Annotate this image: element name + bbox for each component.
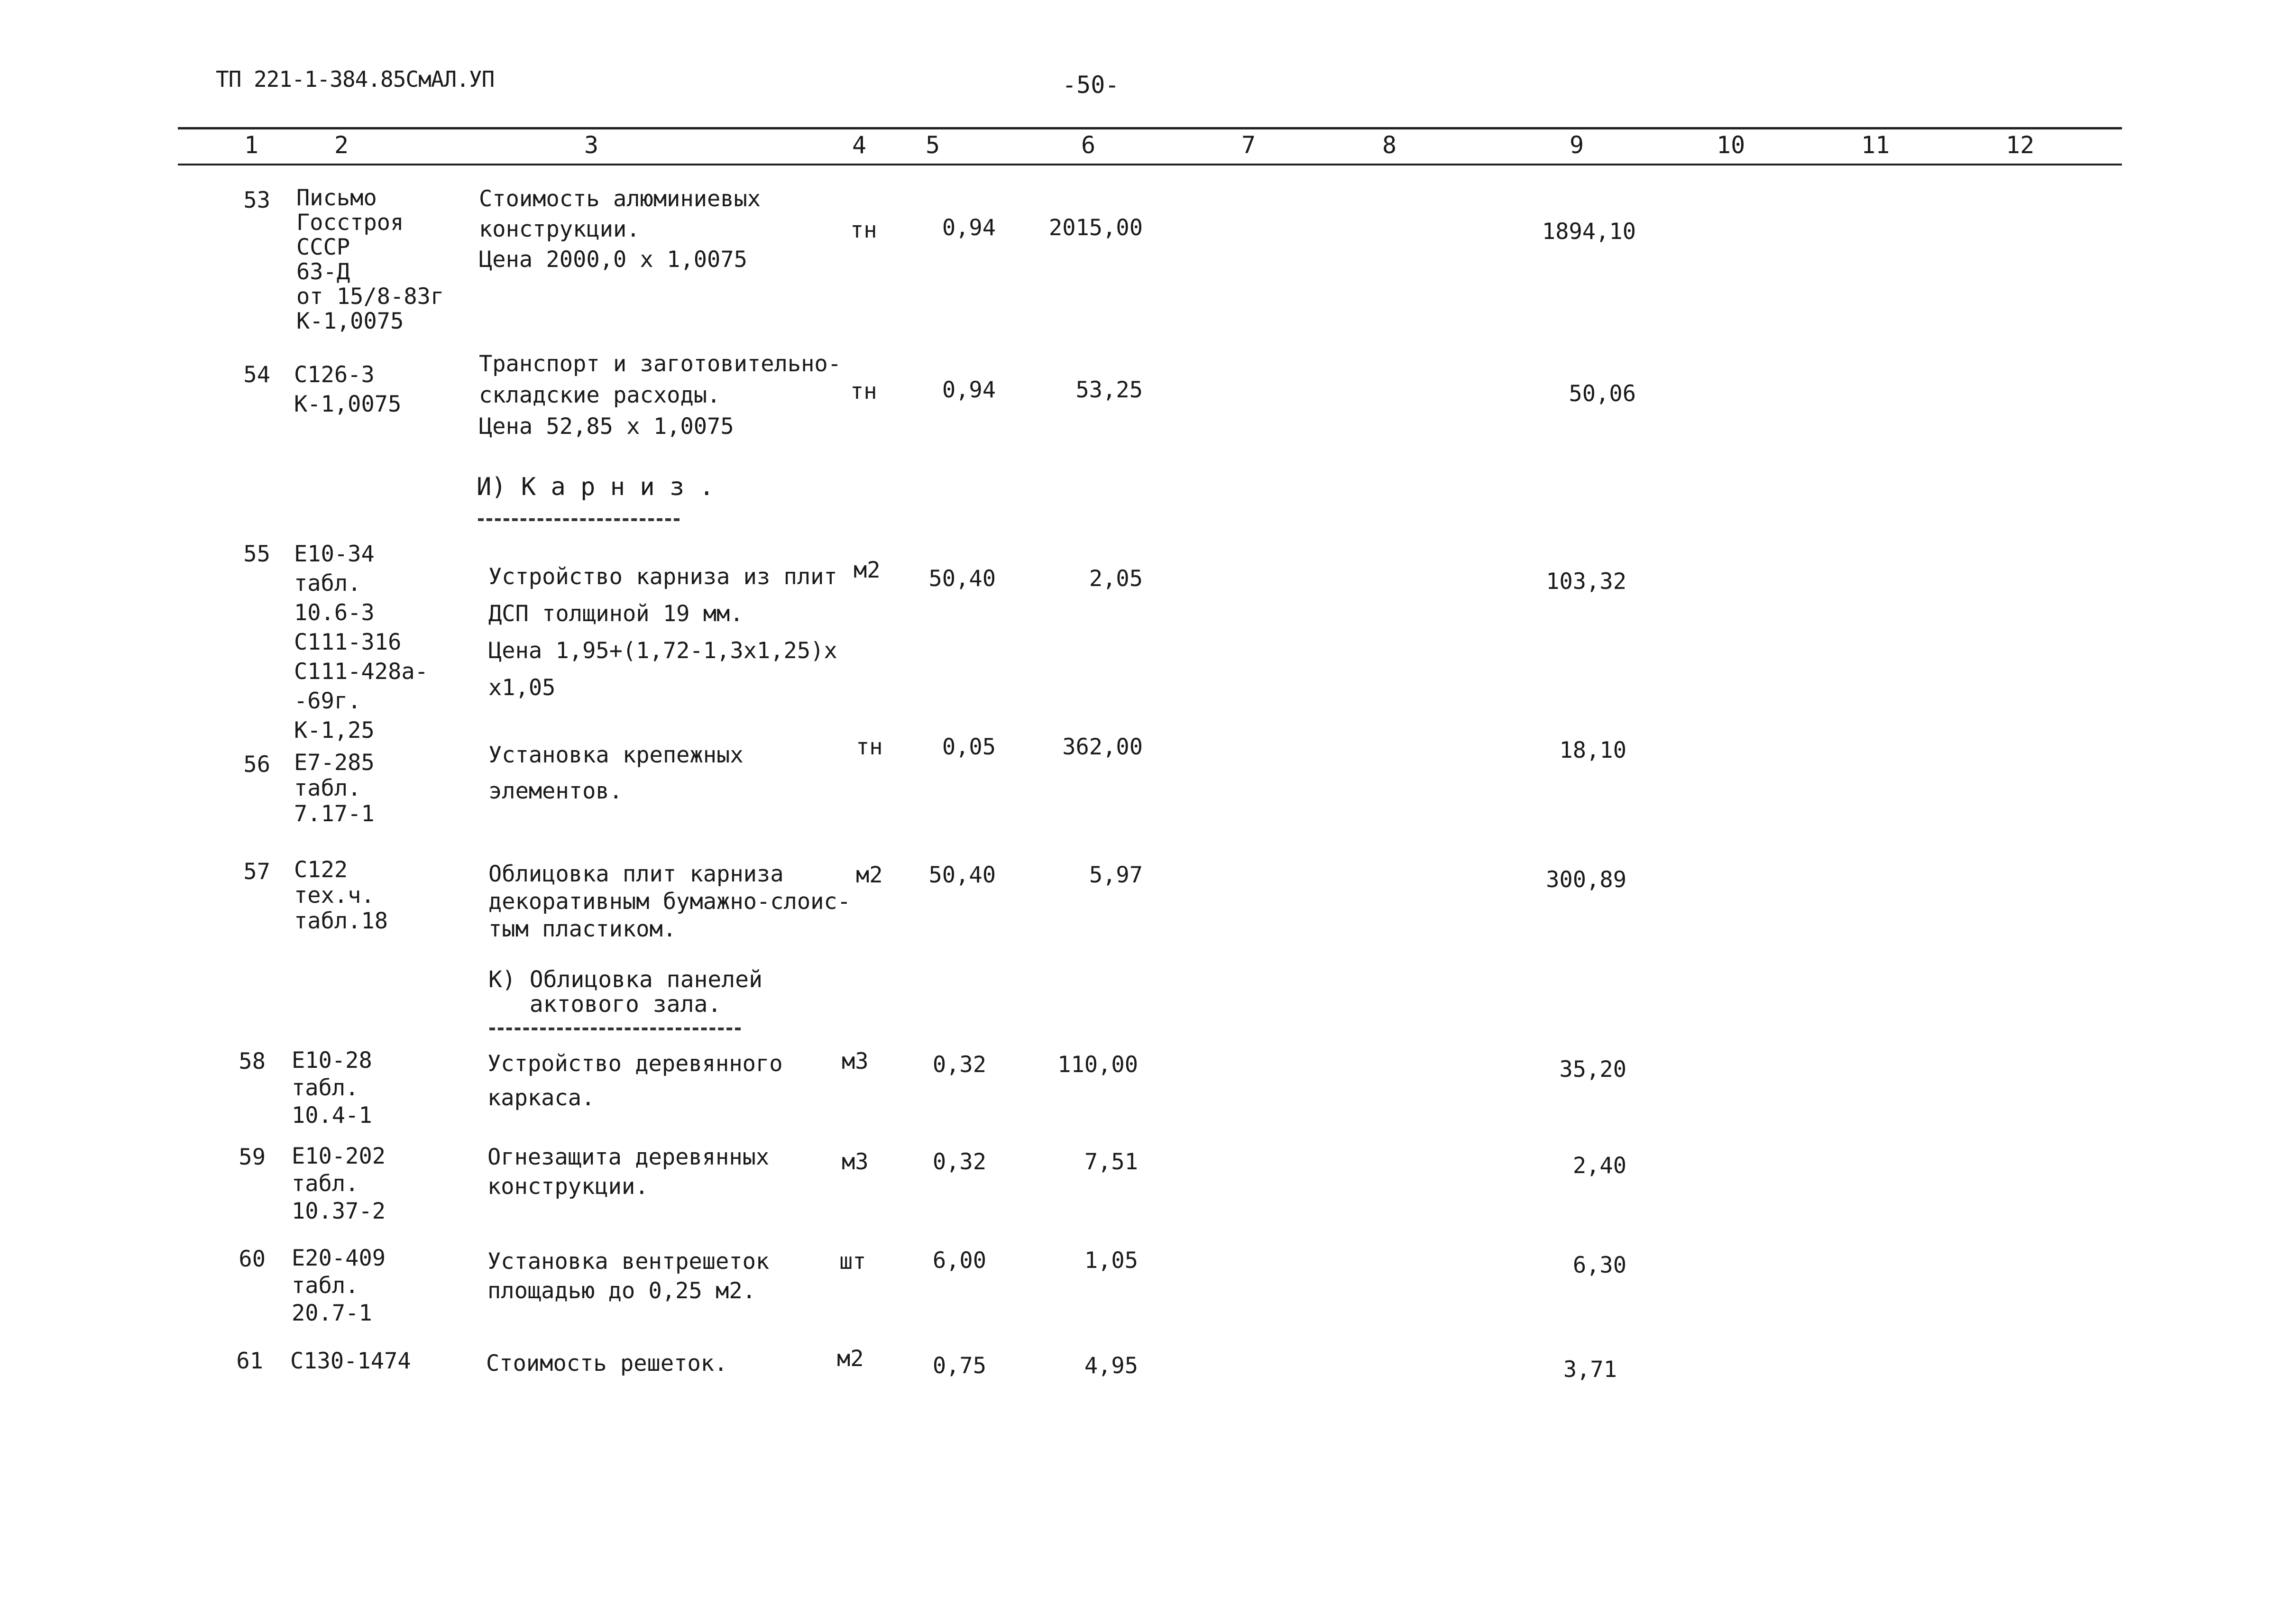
document-code: ТП 221-1-384.85СмАЛ.УП bbox=[216, 66, 495, 92]
row-quantity: 0,05 bbox=[942, 734, 996, 760]
section-title-cornice: И) К а р н и з . bbox=[477, 473, 714, 501]
row-total: 103,32 bbox=[1546, 569, 1626, 595]
row-total: 1894,10 bbox=[1542, 219, 1636, 245]
row-basis: Е10-28 табл. 10.4-1 bbox=[292, 1047, 372, 1129]
row-quantity: 0,32 bbox=[932, 1052, 986, 1078]
row-quantity: 0,75 bbox=[932, 1353, 986, 1379]
row-unit: м3 bbox=[842, 1149, 869, 1175]
page-number: -50- bbox=[1062, 71, 1120, 99]
column-header-10: 10 bbox=[1717, 131, 1745, 159]
row-unit-price: 1,05 bbox=[1084, 1248, 1138, 1274]
row-quantity: 0,94 bbox=[942, 377, 996, 403]
column-header-4: 4 bbox=[852, 131, 867, 159]
row-number: 54 bbox=[243, 362, 270, 388]
row-number: 58 bbox=[239, 1048, 266, 1074]
row-basis: С130-1474 bbox=[290, 1348, 411, 1374]
column-header-12: 12 bbox=[2006, 131, 2035, 159]
section-underline bbox=[489, 1028, 741, 1030]
column-header-3: 3 bbox=[584, 131, 599, 159]
row-unit-price: 2,05 bbox=[1089, 566, 1143, 592]
row-unit: м2 bbox=[837, 1346, 864, 1372]
row-unit: тн bbox=[856, 734, 883, 760]
row-basis: Е10-34 табл. 10.6-3 С111-316 С111-428а- -69г. К-1,25 bbox=[294, 541, 428, 743]
column-header-2: 2 bbox=[334, 131, 349, 159]
row-name: Устройство карниза из плит ДСП толщиной 19 мм. Цена 1,95+(1,72-1,3х1,25)х х1,05 bbox=[488, 564, 837, 701]
column-header-6: 6 bbox=[1081, 131, 1096, 159]
column-header-8: 8 bbox=[1382, 131, 1397, 159]
row-unit: тн bbox=[850, 217, 877, 243]
column-header-11: 11 bbox=[1861, 131, 1890, 159]
row-name: Огнезащита деревянных конструкции. bbox=[487, 1144, 770, 1200]
row-number: 55 bbox=[243, 541, 270, 567]
row-quantity: 0,32 bbox=[932, 1149, 986, 1175]
row-total: 18,10 bbox=[1559, 737, 1626, 763]
row-name: Установка крепежных элементов. bbox=[488, 742, 744, 804]
row-number: 56 bbox=[243, 752, 270, 778]
row-unit: м2 bbox=[854, 557, 881, 583]
row-unit: шт bbox=[839, 1248, 866, 1275]
row-unit-price: 110,00 bbox=[1057, 1052, 1138, 1078]
row-name: Стоимость решеток. bbox=[486, 1350, 728, 1376]
column-header-1: 1 bbox=[244, 131, 259, 159]
row-name: Устройство деревянного каркаса. bbox=[487, 1051, 783, 1111]
row-quantity: 50,40 bbox=[928, 862, 996, 888]
column-header-5: 5 bbox=[926, 131, 940, 159]
row-unit-price: 2015,00 bbox=[1048, 215, 1143, 241]
row-basis: Е20-409 табл. 20.7-1 bbox=[292, 1245, 386, 1326]
row-number: 57 bbox=[243, 859, 270, 885]
row-total: 2,40 bbox=[1572, 1153, 1626, 1179]
row-unit-price: 53,25 bbox=[1075, 377, 1143, 403]
row-number: 61 bbox=[236, 1348, 263, 1374]
column-header-9: 9 bbox=[1570, 131, 1584, 159]
section-title-panels: К) Облицовка панелей актового зала. bbox=[488, 966, 762, 1018]
row-quantity: 50,40 bbox=[928, 566, 996, 592]
column-header-7: 7 bbox=[1241, 131, 1256, 159]
row-basis: Е10-202 табл. 10.37-2 bbox=[292, 1143, 386, 1224]
row-number: 53 bbox=[243, 187, 270, 213]
row-total: 50,06 bbox=[1569, 381, 1636, 407]
row-name: Транспорт и заготовительно- складские расходы. Цена 52,85 х 1,0075 bbox=[479, 351, 842, 440]
row-unit: тн bbox=[850, 378, 877, 404]
row-unit: м3 bbox=[842, 1048, 869, 1074]
row-unit-price: 5,97 bbox=[1089, 862, 1143, 888]
row-total: 300,89 bbox=[1546, 867, 1626, 893]
row-unit: м2 bbox=[856, 862, 883, 888]
row-quantity: 0,94 bbox=[942, 215, 996, 241]
row-name: Стоимость алюминиевых конструкции. Цена 2000,0 х 1,0075 bbox=[479, 186, 761, 273]
row-basis: С122 тех.ч. табл.18 bbox=[294, 857, 388, 934]
row-basis: С126-3 К-1,0075 bbox=[294, 362, 402, 417]
row-unit-price: 4,95 bbox=[1084, 1353, 1138, 1379]
row-number: 60 bbox=[239, 1246, 266, 1272]
row-total: 3,71 bbox=[1563, 1357, 1617, 1383]
row-unit-price: 7,51 bbox=[1084, 1149, 1138, 1175]
row-name: Установка вентрешеток площадью до 0,25 м2. bbox=[487, 1248, 770, 1304]
row-total: 6,30 bbox=[1572, 1252, 1626, 1278]
section-underline bbox=[478, 518, 680, 521]
row-unit-price: 362,00 bbox=[1062, 734, 1143, 760]
row-basis: Е7-285 табл. 7.17-1 bbox=[294, 750, 375, 827]
row-quantity: 6,00 bbox=[932, 1248, 986, 1274]
row-total: 35,20 bbox=[1559, 1056, 1626, 1083]
header-rule-bottom bbox=[178, 164, 2122, 165]
row-name: Облицовка плит карниза декоративным бумажно-слоис- тым пластиком. bbox=[488, 861, 851, 942]
header-rule-top bbox=[178, 127, 2122, 129]
row-basis: Письмо Госстроя СССР 63-Д от 15/8-83г К-1,0075 bbox=[296, 185, 444, 334]
row-number: 59 bbox=[239, 1144, 266, 1170]
